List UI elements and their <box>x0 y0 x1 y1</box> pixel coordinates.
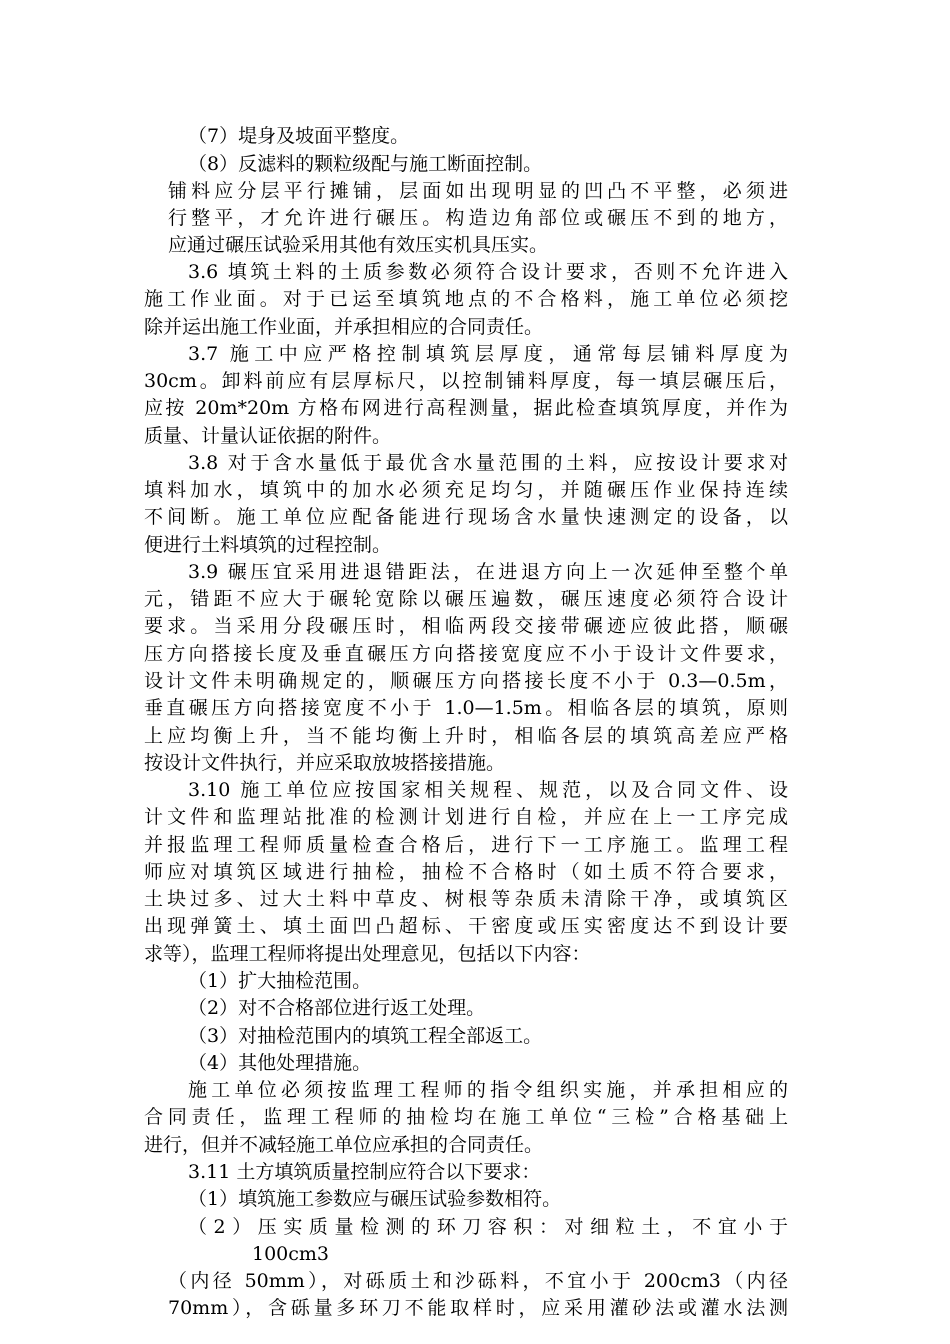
text-line: （2）对不合格部位进行返工处理。 <box>188 997 486 1019</box>
text-line: 求等），监理工程师将提出处理意见，包括以下内容： <box>144 943 591 965</box>
text-line: 土块过多、过大土料中草皮、树根等杂质未清除干净，或填筑区 <box>144 888 788 910</box>
text-line: 铺料应分层平行摊铺，层面如出现明显的凹凸不平整，必须进 <box>168 180 788 202</box>
text-line: 施工单位必须按监理工程师的指令组织实施，并承担相应的 <box>188 1079 788 1101</box>
text-line: 便进行土料填筑的过程控制。 <box>144 534 392 556</box>
text-line: 行整平，才允许进行碾压。构造边角部位或碾压不到的地方， <box>168 207 788 229</box>
text-line: 100cm3 <box>252 1243 330 1265</box>
text-line: 垂直碾压方向搭接宽度不小于 1.0—1.5m。相临各层的填筑，原则 <box>144 697 788 719</box>
text-line: 不间断。施工单位应配备能进行现场含水量快速测定的设备，以 <box>144 506 788 528</box>
text-line: 应通过碾压试验采用其他有效压实机具压实。 <box>168 234 549 256</box>
text-line: 施工作业面。对于已运至填筑地点的不合格料，施工单位必须挖 <box>144 288 788 310</box>
text-line: 设计文件未明确规定的，顺碾压方向搭接长度不小于 0.3—0.5m， <box>144 670 788 692</box>
text-line: 并报监理工程师质量检查合格后，进行下一工序施工。监理工程 <box>144 834 788 856</box>
text-line: 压方向搭接长度及垂直碾压方向搭接宽度应不小于设计文件要求， <box>144 643 788 665</box>
text-line: 填料加水，填筑中的加水必须充足均匀，并随碾压作业保持连续 <box>144 479 788 501</box>
text-line: 3.7 施工中应严格控制填筑层厚度，通常每层铺料厚度为 <box>188 343 788 365</box>
text-line: （3）对抽检范围内的填筑工程全部返工。 <box>188 1025 543 1047</box>
text-line: 应按 20m*20m 方格布网进行高程测量，据此检查填筑厚度，并作为 <box>144 397 788 419</box>
text-line: 元，错距不应大于碾轮宽除以碾压遍数，碾压速度必须符合设计 <box>144 588 788 610</box>
text-line: 除并运出施工作业面，并承担相应的合同责任。 <box>144 316 544 338</box>
text-line: 70mm），含砾量多环刀不能取样时，应采用灌砂法或灌水法测 <box>168 1297 788 1319</box>
text-line: 上应均衡上升，当不能均衡上升时，相临各层的填筑高差应严格 <box>144 725 788 747</box>
text-line: （1）扩大抽检范围。 <box>188 970 372 992</box>
text-line: （1）填筑施工参数应与碾压试验参数相符。 <box>188 1188 562 1210</box>
text-line: 3.6 填筑土料的土质参数必须符合设计要求，否则不允许进入 <box>188 261 788 283</box>
text-line: 计文件和监理站批准的检测计划进行自检，并应在上一工序完成 <box>144 806 788 828</box>
text-line: 合同责任，监理工程师的抽检均在施工单位“三检”合格基础上 <box>144 1106 788 1128</box>
text-line: 质量、计量认证依据的附件。 <box>144 425 392 447</box>
text-line: 3.8 对于含水量低于最优含水量范围的土料，应按设计要求对 <box>188 452 788 474</box>
text-line: （8）反滤料的颗粒级配与施工断面控制。 <box>188 153 543 175</box>
text-line: 师应对填筑区域进行抽检，抽检不合格时（如土质不符合要求， <box>144 861 788 883</box>
text-line: 3.10 施工单位应按国家相关规程、规范，以及合同文件、设 <box>188 779 788 801</box>
text-line: 进行，但并不减轻施工单位应承担的合同责任。 <box>144 1134 544 1156</box>
text-line: （2）压实质量检测的环刀容积：对细粒土，不宜小于 <box>188 1216 788 1238</box>
text-line: 3.11 土方填筑质量控制应符合以下要求： <box>188 1161 541 1183</box>
text-line: 按设计文件执行，并应采取放坡搭接措施。 <box>144 752 506 774</box>
text-line: 3.9 碾压宜采用进退错距法，在进退方向上一次延伸至整个单 <box>188 561 788 583</box>
text-line: （4）其他处理措施。 <box>188 1052 372 1074</box>
text-line: 出现弹簧土、填土面凹凸超标、干密度或压实密度达不到设计要 <box>144 915 788 937</box>
text-line: （7）堤身及坡面平整度。 <box>188 125 410 147</box>
text-line: （内径 50mm），对砾质土和沙砾料，不宜小于 200cm3（内径 <box>168 1270 788 1292</box>
text-line: 要求。当采用分段碾压时，相临两段交接带碾迹应彼此搭，顺碾 <box>144 615 788 637</box>
text-line: 30cm。卸料前应有层厚标尺，以控制铺料厚度，每一填层碾压后， <box>144 370 788 392</box>
